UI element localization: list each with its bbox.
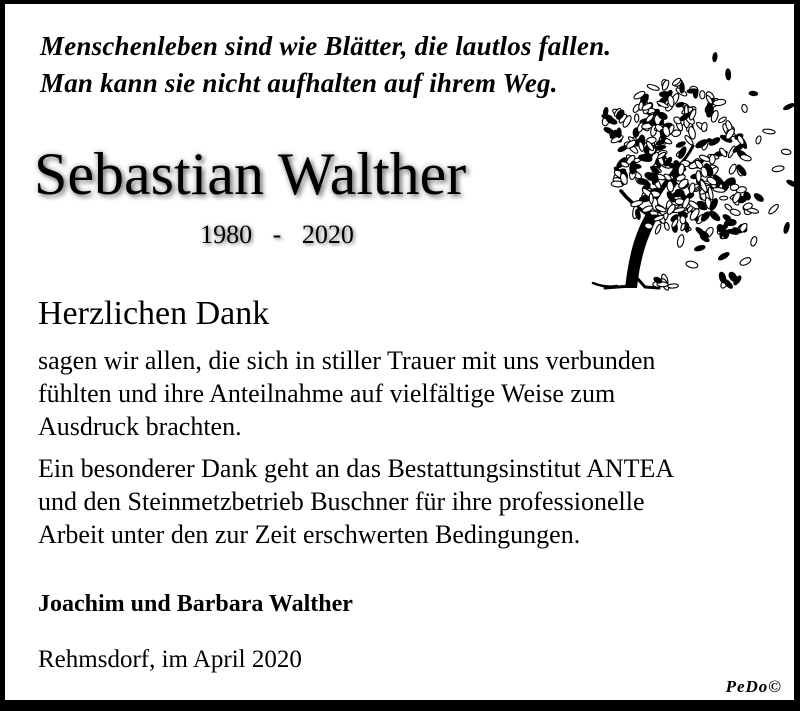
paragraph1-line-3: Ausdruck brachten. (38, 412, 242, 441)
memorial-quote (40, 28, 611, 102)
paragraph2-line-3: Arbeit unter den zur Zeit erschwerten Bedingungen. (38, 520, 581, 549)
paragraph2-line-1: Ein besonderer Dank geht an das Bestattungsinstitut ANTEA (38, 454, 675, 483)
paragraph2-line-2: und den Steinmetzbetrieb Buschner für ihre professionelle (38, 487, 645, 516)
deceased-name: Sebastian Walther (34, 141, 467, 207)
place-date-line: Rehmsdorf, im April 2020 (38, 646, 302, 673)
paragraph1-line-2: fühlten und ihre Anteilnahme auf vielfältige Weise zum (38, 379, 616, 408)
quote-line-2: Man kann sie nicht aufhalten auf ihrem Weg. (40, 68, 558, 98)
paragraph1-line-1: sagen wir allen, die sich in stiller Trauer mit uns verbunden (38, 346, 656, 375)
artist-watermark: PeDo© (725, 677, 782, 696)
tree-with-falling-leaves-illustration (575, 50, 800, 305)
mourners-signature: Joachim und Barbara Walther (38, 591, 353, 617)
thanks-paragraph (38, 344, 655, 443)
thanks-heading: Herzlichen Dank (38, 295, 270, 332)
life-years: 1980 - 2020 (200, 220, 354, 249)
special-thanks-paragraph (38, 452, 674, 551)
quote-line-1: Menschenleben sind wie Blätter, die lautlos fallen. (40, 31, 612, 61)
